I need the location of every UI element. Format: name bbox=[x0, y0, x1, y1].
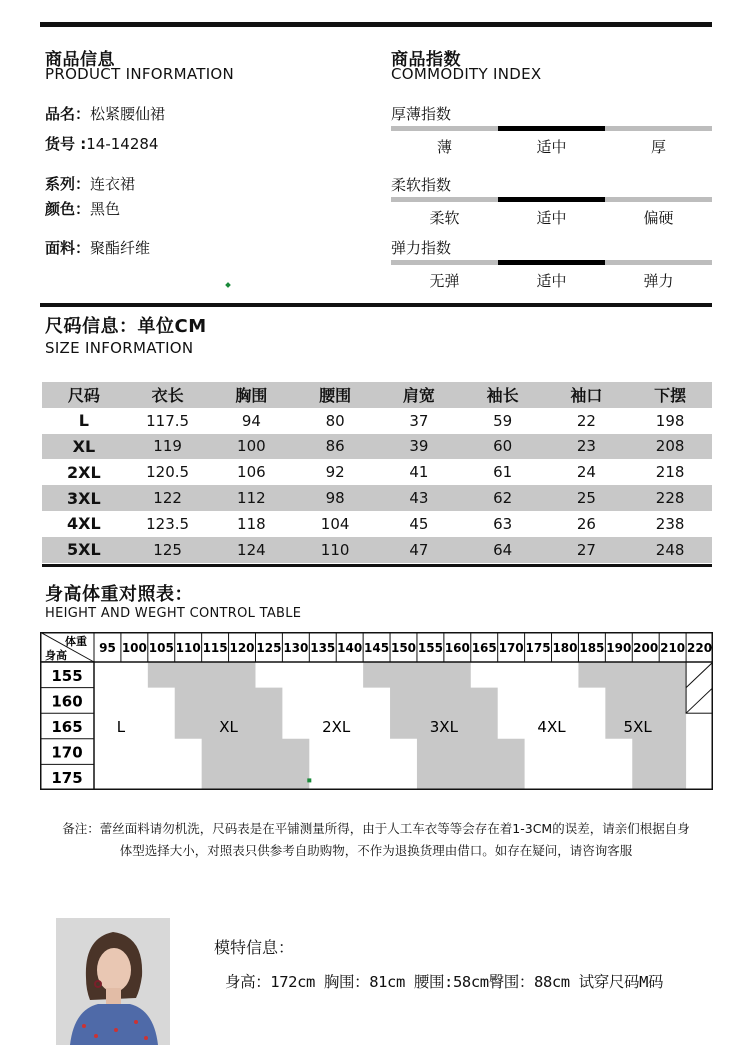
field-fabric bbox=[45, 237, 150, 258]
index-bar-segment bbox=[391, 197, 498, 202]
model-title: 模特信息： bbox=[214, 938, 295, 957]
index-title-en: COMMODITY INDEX bbox=[391, 65, 542, 83]
size-value-cell: 98 bbox=[325, 489, 345, 508]
size-value-cell: 37 bbox=[409, 411, 429, 430]
size-value-cell: 86 bbox=[325, 437, 345, 456]
field-name bbox=[45, 103, 165, 124]
size-value-cell: 80 bbox=[325, 411, 345, 430]
size-header-cell: 肩宽 bbox=[402, 386, 435, 406]
size-value-cell: 119 bbox=[153, 437, 182, 456]
index-bar-segment bbox=[391, 260, 498, 265]
size-value-cell: 39 bbox=[409, 437, 429, 456]
hw-title-cn: 身高体重对照表： bbox=[45, 584, 193, 605]
field-fabric-label: 面料： bbox=[45, 239, 91, 257]
field-fabric-value: 聚酯纤维 bbox=[90, 239, 151, 257]
size-value-cell: 117.5 bbox=[146, 411, 190, 430]
size-value-cell: 61 bbox=[493, 463, 513, 482]
index-option: 无弹 bbox=[429, 272, 460, 290]
size-label-cell: 4XL bbox=[67, 514, 101, 534]
size-value-cell: 110 bbox=[320, 540, 350, 559]
field-name-value: 松紧腰仙裙 bbox=[90, 105, 166, 123]
index-bar-selected bbox=[498, 126, 605, 131]
size-zone-label: 2XL bbox=[322, 718, 351, 736]
corner-height-label: 身高 bbox=[45, 649, 67, 662]
size-header-row bbox=[42, 382, 712, 408]
field-sku-value: 14-14284 bbox=[86, 135, 159, 153]
size-header-cell: 衣长 bbox=[151, 386, 184, 406]
weight-label: 175 bbox=[525, 641, 551, 655]
index-option: 柔软 bbox=[429, 209, 460, 227]
size-value-cell: 123.5 bbox=[146, 514, 190, 533]
height-label: 165 bbox=[51, 718, 83, 736]
model-stats: 身高：172cm 胸围：81cm 腰围:58cm臀围：88cm 试穿尺码M码 bbox=[225, 973, 664, 991]
size-row bbox=[42, 537, 712, 563]
size-value-cell: 106 bbox=[237, 463, 266, 482]
empty-cell bbox=[686, 662, 713, 713]
index-option: 适中 bbox=[536, 209, 567, 227]
size-row bbox=[42, 408, 712, 434]
field-color bbox=[45, 198, 120, 219]
field-color-label: 颜色： bbox=[45, 200, 91, 218]
weight-label: 160 bbox=[444, 641, 470, 655]
height-label: 160 bbox=[51, 692, 83, 711]
top-rule bbox=[40, 22, 712, 27]
weight-label: 155 bbox=[417, 641, 443, 655]
size-value-cell: 120.5 bbox=[146, 463, 190, 482]
note-line-2: 体型选择大小，对照表只供参考自助购物，不作为退换货理由借口。如存在疑问，请咨询客服 bbox=[119, 843, 633, 858]
field-sku bbox=[45, 133, 158, 154]
index-bar-segment bbox=[391, 126, 498, 131]
weight-label: 135 bbox=[310, 641, 336, 655]
decorative-mark bbox=[225, 282, 231, 288]
index-option: 厚 bbox=[650, 138, 666, 156]
field-sku-label: 货号 : bbox=[45, 135, 87, 153]
field-series-value: 连衣裙 bbox=[90, 175, 136, 193]
size-title-en: SIZE INFORMATION bbox=[45, 339, 194, 357]
size-zone-label: 5XL bbox=[623, 718, 652, 736]
size-header-cell: 腰围 bbox=[319, 386, 352, 406]
size-value-cell: 26 bbox=[576, 514, 596, 533]
size-value-cell: 62 bbox=[493, 489, 513, 508]
weight-label: 125 bbox=[256, 641, 282, 655]
weight-label: 170 bbox=[498, 641, 524, 655]
size-value-cell: 24 bbox=[576, 463, 596, 482]
size-value-cell: 100 bbox=[237, 437, 266, 456]
weight-label: 105 bbox=[148, 641, 174, 655]
size-table bbox=[42, 382, 712, 563]
size-row bbox=[42, 485, 712, 511]
size-value-cell: 125 bbox=[153, 540, 182, 559]
weight-label: 120 bbox=[229, 641, 255, 655]
weight-label: 180 bbox=[552, 641, 578, 655]
size-table-bottom-rule bbox=[42, 564, 712, 567]
size-value-cell: 218 bbox=[655, 463, 685, 482]
weight-label: 145 bbox=[364, 641, 390, 655]
field-series bbox=[45, 173, 135, 194]
index-bar bbox=[391, 197, 712, 202]
size-value-cell: 198 bbox=[655, 411, 685, 430]
size-table-body bbox=[42, 408, 712, 563]
size-row bbox=[42, 459, 712, 485]
index-bar-segment bbox=[605, 260, 712, 265]
corner-weight-label: 体重 bbox=[65, 635, 87, 648]
decorative-mark bbox=[307, 778, 311, 782]
height-label: 175 bbox=[51, 769, 83, 788]
size-value-cell: 238 bbox=[655, 514, 685, 533]
size-row bbox=[42, 511, 712, 537]
size-value-cell: 25 bbox=[576, 489, 596, 508]
weight-label: 185 bbox=[579, 641, 605, 655]
size-header-cell: 尺码 bbox=[67, 386, 100, 406]
size-value-cell: 41 bbox=[409, 463, 429, 482]
size-header-cell: 胸围 bbox=[235, 386, 268, 406]
weight-label: 110 bbox=[175, 641, 201, 655]
field-series-label: 系列： bbox=[45, 175, 91, 193]
weight-label: 200 bbox=[633, 641, 659, 655]
height-label: 170 bbox=[51, 743, 83, 762]
weight-label: 190 bbox=[606, 641, 632, 655]
index-option: 薄 bbox=[436, 138, 452, 156]
size-row bbox=[42, 434, 712, 460]
weight-label: 220 bbox=[687, 641, 713, 655]
product-title-en: PRODUCT INFORMATION bbox=[45, 65, 235, 83]
size-label-cell: XL bbox=[72, 436, 96, 456]
size-value-cell: 104 bbox=[320, 514, 350, 533]
weight-label: 140 bbox=[337, 641, 363, 655]
index-label: 弹力指数 bbox=[391, 239, 452, 257]
weight-label: 95 bbox=[99, 641, 116, 655]
weight-label: 130 bbox=[283, 641, 309, 655]
index-label: 厚薄指数 bbox=[391, 105, 452, 123]
size-value-cell: 112 bbox=[237, 489, 266, 508]
index-bar bbox=[391, 260, 712, 265]
weight-label: 115 bbox=[202, 641, 228, 655]
weight-label: 100 bbox=[121, 641, 147, 655]
size-value-cell: 228 bbox=[655, 489, 685, 508]
index-bar-segment bbox=[605, 197, 712, 202]
size-header-cell: 袖长 bbox=[486, 386, 519, 406]
size-zone-label: L bbox=[116, 718, 126, 736]
size-title-cn: 尺码信息：单位CM bbox=[45, 316, 207, 337]
field-name-label: 品名： bbox=[45, 105, 91, 123]
size-value-cell: 23 bbox=[576, 437, 596, 456]
size-zone-label: 4XL bbox=[537, 718, 566, 736]
size-value-cell: 43 bbox=[409, 489, 429, 508]
size-value-cell: 92 bbox=[325, 463, 345, 482]
size-label-cell: L bbox=[78, 411, 89, 431]
size-value-cell: 248 bbox=[655, 540, 685, 559]
size-value-cell: 124 bbox=[237, 540, 266, 559]
size-value-cell: 27 bbox=[576, 540, 596, 559]
height-label: 155 bbox=[51, 666, 83, 685]
size-value-cell: 122 bbox=[153, 489, 182, 508]
size-value-cell: 118 bbox=[237, 514, 266, 533]
size-value-cell: 208 bbox=[655, 437, 685, 456]
weight-label: 210 bbox=[660, 641, 686, 655]
size-header-cell: 下摆 bbox=[654, 386, 687, 406]
field-color-value: 黑色 bbox=[90, 200, 121, 218]
size-value-cell: 47 bbox=[409, 540, 429, 559]
index-bar bbox=[391, 126, 712, 131]
size-value-cell: 63 bbox=[493, 514, 513, 533]
model-photo bbox=[56, 918, 170, 1045]
size-label-cell: 5XL bbox=[67, 540, 101, 560]
note-line-1: 备注：蕾丝面料请勿机洗，尺码表是在平铺测量所得，由于人工车衣等等会存在着1-3CM的误差，请亲们根据自身 bbox=[62, 821, 690, 836]
index-option: 适中 bbox=[536, 272, 567, 290]
size-value-cell: 60 bbox=[493, 437, 513, 456]
index-label: 柔软指数 bbox=[391, 176, 452, 194]
size-label-cell: 3XL bbox=[67, 488, 101, 508]
weight-label: 165 bbox=[471, 641, 497, 655]
index-bar-selected bbox=[498, 260, 605, 265]
weight-label: 150 bbox=[390, 641, 417, 655]
size-value-cell: 45 bbox=[409, 514, 429, 533]
size-value-cell: 64 bbox=[493, 540, 513, 559]
index-title-cn: 商品指数 bbox=[391, 50, 461, 70]
index-option: 适中 bbox=[536, 138, 567, 156]
product-title-cn: 商品信息 bbox=[45, 50, 115, 70]
size-rule bbox=[40, 303, 712, 307]
index-option: 偏硬 bbox=[643, 209, 674, 227]
size-zone-label: 3XL bbox=[429, 718, 458, 736]
index-bar-selected bbox=[498, 197, 605, 202]
size-value-cell: 22 bbox=[576, 411, 596, 430]
hw-title-en: HEIGHT AND WEGHT CONTROL TABLE bbox=[45, 606, 302, 621]
index-option: 弹力 bbox=[643, 272, 674, 290]
size-label-cell: 2XL bbox=[67, 462, 101, 482]
height-weight-grid bbox=[40, 632, 713, 790]
index-bar-segment bbox=[605, 126, 712, 131]
size-value-cell: 59 bbox=[493, 411, 513, 430]
size-zone-label: XL bbox=[219, 718, 238, 736]
size-header-cell: 袖口 bbox=[570, 386, 603, 406]
size-value-cell: 94 bbox=[241, 411, 261, 430]
